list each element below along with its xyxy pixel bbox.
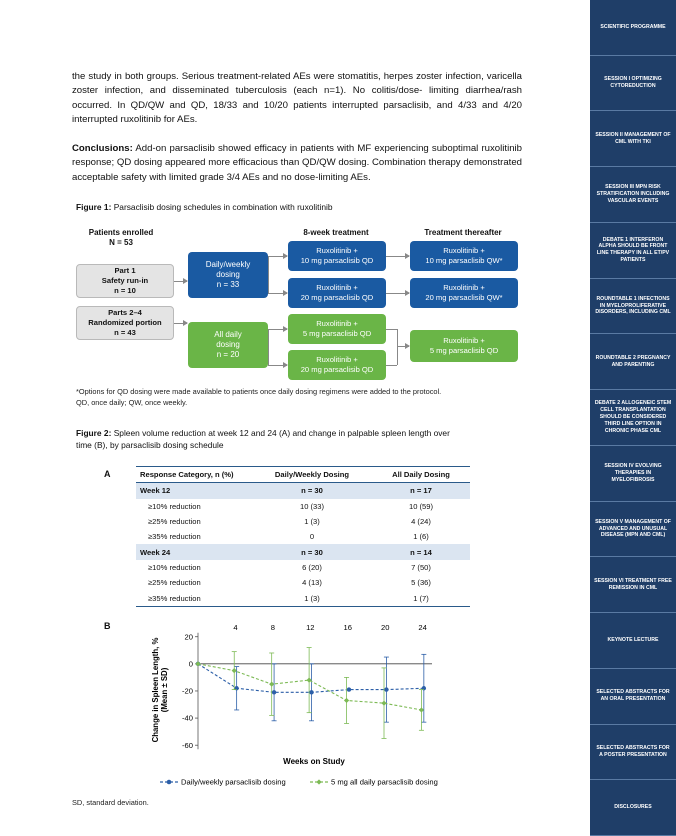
arrow-right-icon — [268, 329, 287, 330]
figure1-title — [76, 201, 333, 213]
chart-legend — [148, 775, 448, 789]
legend-label-all-daily: 5 mg all daily parsaclisib dosing — [331, 777, 438, 787]
all-daily-line: All daily — [214, 330, 242, 339]
legend-marker — [167, 780, 172, 785]
table-cell: 1 (3) — [252, 590, 372, 606]
daily-weekly-line: n = 33 — [216, 280, 240, 289]
table-header: All Daily Dosing — [372, 467, 470, 483]
header-8week: 8-week treatment — [303, 228, 369, 237]
spleen-volume-table — [136, 466, 470, 607]
header-patients-enrolled — [76, 228, 166, 248]
results-line: parsaclisib, and 4/33 and 4/20 interrupted ruxolitinib for AEs. — [72, 99, 522, 126]
sidebar-item[interactable]: DEBATE 2 ALLOGENEIC STEM CELL TRANSPLANTATION SHOULD BE CONSIDERED THIRD LINE OPTION IN CHRONIC PHASE CML — [590, 390, 676, 446]
x-tick-label: 16 — [343, 623, 352, 632]
box-line: Ruxolitinib + — [316, 355, 358, 364]
header-enrolled-n: N = 53 — [109, 238, 133, 247]
figure1-caption: Parsaclisib dosing schedules in combination with ruxolitinib — [111, 202, 333, 212]
arrow-right-icon — [268, 256, 287, 257]
table-cell: n = 14 — [372, 544, 470, 559]
blue-8wk-box-1 — [288, 241, 386, 271]
table-cell: ≥35% reduction — [148, 532, 201, 542]
table-cell: 10 (59) — [408, 501, 434, 511]
legend-marker — [316, 779, 321, 784]
sidebar-item[interactable]: ROUNDTABLE 2 PREGNANCY AND PARENTING — [590, 334, 676, 390]
part1-box — [76, 264, 174, 298]
table-week-row — [136, 483, 470, 499]
arrow-right-icon — [386, 293, 409, 294]
y-tick-label: -60 — [182, 740, 193, 750]
data-point — [195, 661, 200, 666]
legend-label-daily-weekly: Daily/weekly parsaclisib dosing — [181, 777, 286, 787]
table-header: Daily/Weekly Dosing — [252, 467, 372, 483]
parts24-line: Parts 2–4 — [108, 308, 142, 317]
sidebar-item[interactable]: ROUNDTABLE 1 INFECTIONS IN MYELOPROLIFERATIVE DISORDERS, INCLUDING CML — [590, 279, 676, 335]
results-paragraph — [72, 70, 522, 128]
box-line: Ruxolitinib + — [443, 246, 485, 255]
parts24-line: Randomized portion — [88, 318, 162, 327]
box-line: 5 mg parsaclisib QD — [429, 346, 499, 355]
data-point — [384, 687, 388, 691]
figure2-footnote: SD, standard deviation. — [72, 798, 149, 807]
all-daily-line: n = 20 — [216, 350, 240, 359]
table-cell: ≥25% reduction — [148, 517, 201, 527]
table-row — [136, 575, 470, 590]
sidebar-item[interactable]: SESSION III MPN RISK STRATIFICATION INCLUDING VASCULAR EVENTS — [590, 167, 676, 223]
table-body — [136, 483, 470, 606]
box-line: 5 mg parsaclisib QD — [302, 329, 372, 338]
x-tick-label: 20 — [380, 623, 390, 632]
results-line: the study in both groups. Serious treatment-related AEs were stomatitis, herpes zoster — [72, 71, 443, 82]
data-point — [272, 690, 276, 694]
data-point — [269, 682, 274, 687]
figure2-caption: Spleen volume reduction at week 12 and 24 (A) and change in palpable spleen length over — [111, 428, 450, 438]
arrow-right-icon — [386, 256, 409, 257]
figure2-label: Figure 2: — [76, 428, 112, 438]
box-line: Ruxolitinib + — [316, 319, 358, 328]
y-axis-label: (Mean ± SD) — [160, 667, 169, 713]
table-cell: ≥10% reduction — [148, 562, 201, 572]
x-tick-label: 12 — [306, 623, 315, 632]
arrow-right-icon — [174, 281, 187, 282]
x-tick-label: 24 — [418, 623, 427, 632]
box-line: 20 mg parsaclisib QD — [300, 293, 374, 302]
panel-a-label: A — [104, 469, 111, 479]
table-cell: 1 (3) — [304, 517, 320, 527]
sidebar-nav — [590, 0, 676, 836]
sidebar-item[interactable]: SELECTED ABSTRACTS FOR AN ORAL PRESENTATION — [590, 669, 676, 725]
arrow-right-icon — [268, 365, 287, 366]
table-row — [136, 529, 470, 544]
table-row — [136, 499, 470, 514]
x-tick-label: 4 — [233, 623, 238, 632]
box-line: Ruxolitinib + — [316, 246, 358, 255]
sidebar-item[interactable]: SESSION V MANAGEMENT OF ADVANCED AND UNUSUAL DISEASE (MPN AND CML) — [590, 502, 676, 558]
all-daily-line: dosing — [216, 340, 240, 349]
connector-line — [268, 256, 269, 293]
daily-weekly-box — [188, 252, 268, 298]
table-cell: 7 (50) — [411, 562, 431, 572]
table-header-row — [136, 467, 470, 483]
table-cell: 1 (7) — [372, 590, 470, 606]
figure1-footnote — [76, 386, 441, 408]
box-line: 10 mg parsaclisib QW* — [425, 256, 503, 265]
table-cell: 1 (6) — [413, 532, 429, 542]
table-header: Response Category, n (%) — [136, 467, 252, 483]
results-line: infection, varicella zoster infection, and disseminated tuberculosis (each n=1). No colitis/dose- — [72, 71, 523, 97]
table-cell: Week 12 — [136, 483, 252, 499]
sidebar-item[interactable]: DEBATE 1 INTERFERON ALPHA SHOULD BE FRONT LINE THERAPY IN ALL ET/PV PATIENTS — [590, 223, 676, 279]
data-point — [344, 698, 349, 703]
sidebar-item[interactable]: SESSION I OPTIMIZING CYTOREDUCTION — [590, 56, 676, 112]
spleen-length-chart — [148, 618, 448, 788]
box-line: 20 mg parsaclisib QW* — [425, 293, 503, 302]
table-cell: 0 — [309, 532, 315, 542]
sidebar-item[interactable]: SESSION II MANAGEMENT OF CML WITH TKI — [590, 111, 676, 167]
sidebar-item[interactable]: KEYNOTE LECTURE — [590, 613, 676, 669]
footnote-line: *Options for QD dosing were made available to patients once daily dosing regimens were added to the protocol. — [76, 387, 442, 396]
daily-weekly-line: Daily/weekly — [205, 260, 251, 269]
series-line — [198, 664, 421, 710]
parts24-box — [76, 306, 174, 340]
table-cell: 6 (20) — [302, 562, 322, 572]
table-cell: ≥10% reduction — [148, 501, 201, 511]
conclusions-label: Conclusions: — [72, 143, 133, 154]
x-axis-label: Weeks on Study — [283, 757, 345, 766]
daily-weekly-line: dosing — [216, 270, 240, 279]
y-tick-label: 0 — [188, 659, 193, 669]
conclusions-line: Add-on parsaclisib showed efficacy in patients with MF experiencing suboptimal — [132, 143, 479, 154]
conclusions-paragraph — [72, 142, 522, 185]
sidebar-item[interactable]: SESSION IV EVOLVING THERAPIES IN MYELOFIBROSIS — [590, 446, 676, 502]
footnote-line: QD, once daily; QW, once weekly. — [76, 398, 188, 407]
arrow-right-icon — [397, 346, 409, 347]
blue-after-box-1 — [410, 241, 518, 271]
header-enrolled-line: Patients enrolled — [88, 228, 154, 237]
sidebar-item[interactable]: DISCLOSURES — [590, 780, 676, 836]
data-point — [309, 690, 313, 694]
conclusions-line: therapy demonstrated acceptable safety with limited grade 3/4 AEs and no dose-limiting AEs. — [72, 157, 522, 183]
table-cell: 4 (24) — [411, 517, 431, 527]
figure2-caption: time (B), by parsaclisib dosing schedule — [76, 440, 224, 450]
sidebar-item[interactable]: SCIENTIFIC PROGRAMME — [590, 0, 676, 56]
box-line: 20 mg parsaclisib QD — [300, 365, 374, 374]
header-thereafter: Treatment thereafter — [424, 228, 502, 237]
table-row — [136, 514, 470, 529]
sidebar-item[interactable]: SELECTED ABSTRACTS FOR A POSTER PRESENTATION — [590, 725, 676, 781]
data-point — [347, 687, 351, 691]
table-cell: n = 17 — [372, 483, 470, 499]
y-axis-label: Change in Spleen Length, % — [151, 637, 160, 743]
box-line: 10 mg parsaclisib QD — [300, 256, 374, 265]
data-point — [232, 668, 237, 673]
chart-plot-area — [182, 623, 432, 750]
table-cell: ≥25% reduction — [148, 578, 201, 588]
arrow-right-icon — [174, 323, 187, 324]
table-week-row — [136, 544, 470, 559]
green-8wk-box-2 — [288, 350, 386, 380]
series-line — [198, 664, 424, 692]
table-cell: 5 (36) — [411, 578, 431, 588]
arrow-right-icon — [268, 293, 287, 294]
connector-line — [397, 329, 398, 365]
blue-after-box-2 — [410, 278, 518, 308]
table-row — [136, 590, 470, 606]
table-cell: n = 30 — [252, 544, 372, 559]
data-point — [307, 678, 312, 683]
table-cell: n = 30 — [252, 483, 372, 499]
part1-line: Safety run-in — [101, 276, 149, 285]
blue-8wk-box-2 — [288, 278, 386, 308]
part1-line: n = 10 — [114, 286, 136, 295]
box-line: Ruxolitinib + — [443, 283, 485, 292]
green-8wk-box-1 — [288, 314, 386, 344]
table-cell: Week 24 — [136, 544, 252, 559]
y-tick-label: 20 — [184, 632, 193, 642]
table-cell: 4 (13) — [302, 578, 322, 588]
y-tick-label: -40 — [182, 713, 193, 723]
conclusions-line: ruxolitinib response; QD dosing appeared more efficacious than QD/QW dosing. Combination — [72, 143, 523, 169]
table-cell: ≥35% reduction — [136, 590, 252, 606]
sidebar-item[interactable]: SESSION VI TREATMENT FREE REMISSION IN CML — [590, 557, 676, 613]
box-line: Ruxolitinib + — [316, 283, 358, 292]
connector-line — [386, 329, 397, 330]
all-daily-box — [188, 322, 268, 368]
panel-b-label: B — [104, 621, 111, 631]
table-row — [136, 560, 470, 575]
green-after-box — [410, 330, 518, 362]
box-line: Ruxolitinib + — [443, 336, 485, 345]
y-tick-label: -20 — [182, 686, 193, 696]
data-point — [419, 707, 424, 712]
x-tick-label: 8 — [270, 623, 275, 632]
connector-line — [386, 365, 397, 366]
table-cell: 10 (33) — [299, 501, 325, 511]
connector-line — [268, 329, 269, 365]
figure1-label: Figure 1: — [76, 202, 112, 212]
part1-line: Part 1 — [114, 266, 136, 275]
results-line: limiting diarrhea/rash occurred. In QD/QW and QD, 18/33 and 10/20 patients interrupted — [72, 85, 523, 111]
figure2-title — [76, 427, 516, 451]
parts24-line: n = 43 — [114, 328, 136, 337]
data-point — [381, 701, 386, 706]
